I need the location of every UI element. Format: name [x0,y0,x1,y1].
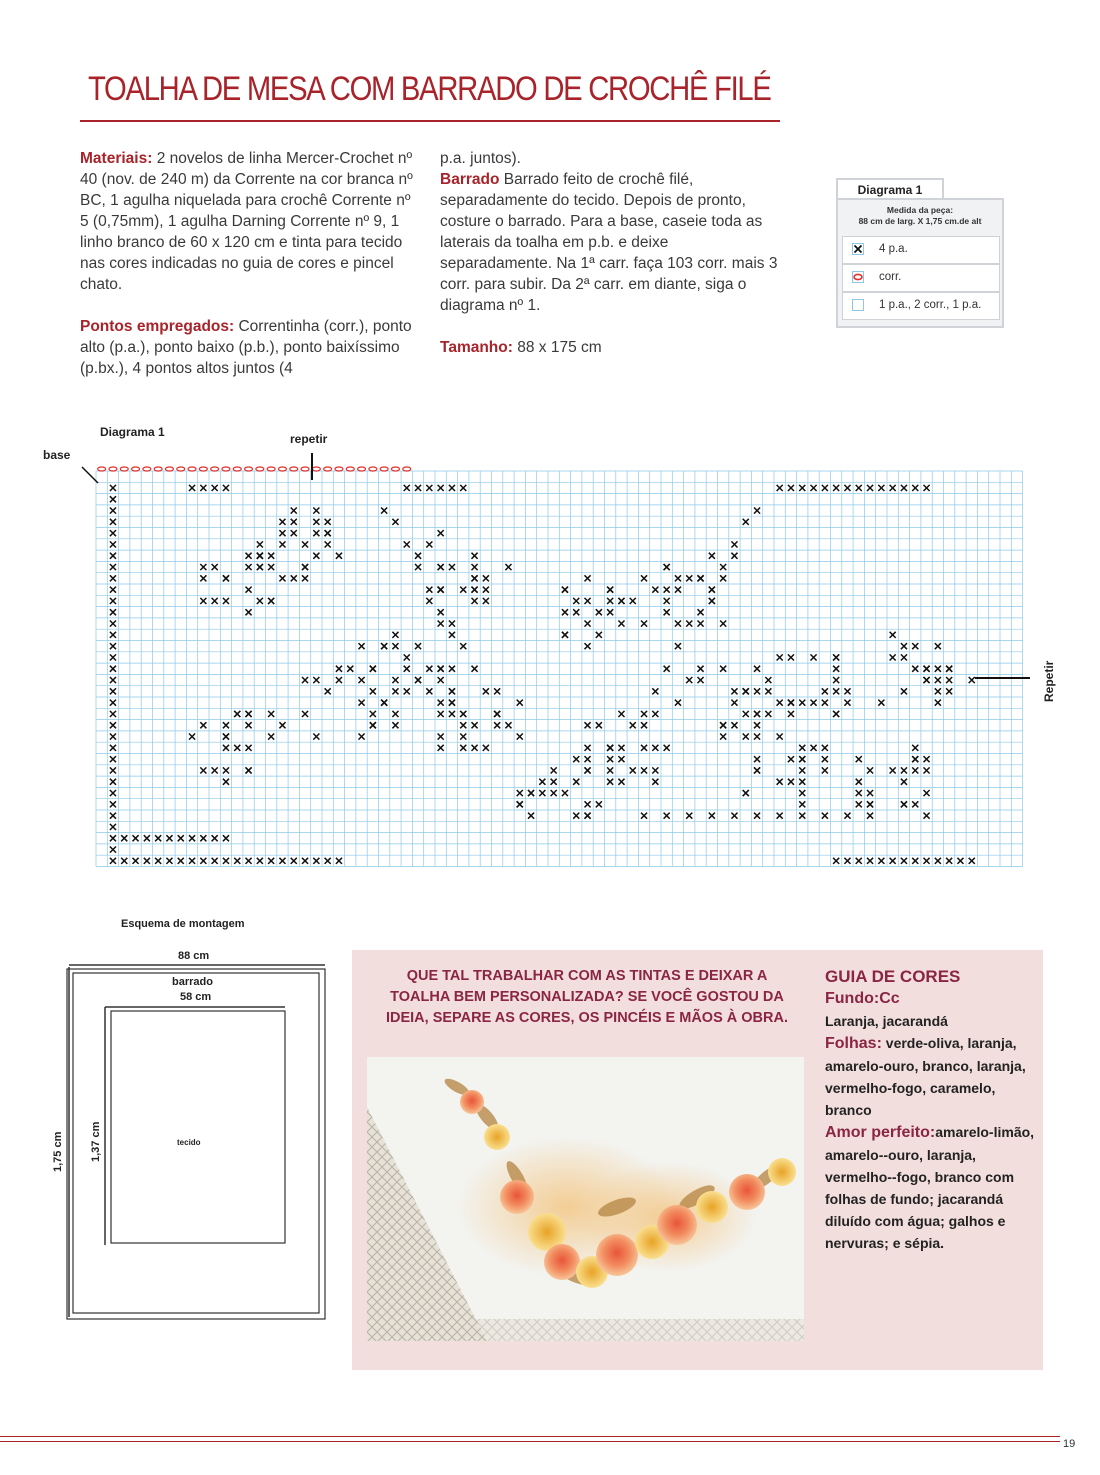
chain-mark [358,467,366,471]
legend-body [836,198,1004,328]
legend-heading-line2: 88 cm de larg. X 1,75 cm.de alt [858,216,982,226]
chain-mark [403,467,411,471]
crochet-diagram [30,440,1040,880]
instructions-column [440,148,780,358]
painted-tablecloth-photo [367,1057,804,1341]
repeat-label: repetir [290,432,328,446]
legend-tab: Diagrama 1 [836,178,944,200]
guide-fundo-label: Fundo:Cc [825,990,900,1007]
repeat-side-label: Repetir [1042,660,1056,702]
chain-mark [154,467,162,471]
legend-heading-line1: Medida da peça: [886,205,954,215]
chain-mark [312,467,320,471]
scheme-width: 88 cm [178,950,210,962]
guide-amor-label: Amor perfeito: [825,1124,936,1141]
border-label: Barrado [440,171,500,188]
chain-mark [109,467,117,471]
empty-square-icon [852,299,864,311]
chain-mark [369,467,377,471]
stitches-text: Correntinha (corr.), ponto alto (p.a.), ponto baixo (p.b.), ponto baixíssimo (p.bx.), 4 pontos altos juntos (4 [80,318,412,377]
footer-rule [0,1441,1060,1442]
page-number: 19 [1063,1438,1076,1450]
chain-mark [346,467,354,471]
scheme-fabric-label: tecido [177,1138,201,1147]
color-guide [825,966,1035,1254]
materials-column [80,148,416,379]
legend-row-cross [842,236,1000,264]
chain-mark [278,467,286,471]
scheme-title: Esquema de montagem [121,918,245,930]
stitches-label: Pontos empregados: [80,318,235,335]
materials-label: Materiais: [80,150,153,167]
legend-row-oval [842,264,1000,292]
diagram-grid [96,471,1023,867]
guide-folhas-label: Folhas: [825,1035,882,1052]
chain-mark [391,467,399,471]
chain-mark [233,467,241,471]
chain-mark [335,467,343,471]
chain-mark [267,467,275,471]
legend-label-oval: corr. [879,271,902,283]
chain-mark [222,467,230,471]
legend-label-empty: 1 p.a., 2 corr., 1 p.a. [879,299,982,311]
scheme-border-size: 58 cm [180,991,212,1003]
chain-mark [301,467,309,471]
chain-mark [165,467,173,471]
scheme-inner-height: 1,37 cm [90,1121,102,1162]
chain-mark [143,467,151,471]
guide-title: GUIA DE CORES [825,967,961,986]
legend-heading [842,205,998,227]
base-label: base [43,448,71,462]
chain-mark [290,467,298,471]
chain-mark [324,467,332,471]
chain-mark [380,467,388,471]
oval-symbol-icon [852,271,864,283]
chain-mark [211,467,219,471]
chain-mark [245,467,253,471]
cross-symbol-icon [852,243,864,255]
size-text: 88 x 175 cm [517,339,602,356]
diagram-title: Diagrama 1 [100,425,165,439]
guide-fundo-text: Laranja, jacarandá [825,1013,948,1029]
page-title: TOALHA DE MESA COM BARRADO DE CROCHÊ FILÉ [88,70,771,108]
size-label: Tamanho: [440,339,513,356]
promo-text: QUE TAL TRABALHAR COM AS TINTAS E DEIXAR A TOALHA BEM PERSONALIZADA? SE VOCÊ GOSTOU DA IDEIA, SEPARE AS CORES, OS PINCÉIS E MÃOS À OBRA. [385,968,789,1026]
chain-mark [188,467,196,471]
scheme-border-label: barrado [172,976,213,988]
guide-folhas-text: verde-oliva, laranja, amarelo-ouro, branco, laranja, vermelho-fogo, caramelo, branco [825,1035,1026,1118]
title-underline [80,120,780,122]
materials-text: 2 novelos de linha Mercer-Crochet nº 40 (nov. de 240 m) da Corrente na cor branca nº BC, 1 agulha niquelada para crochê Corrente nº 5 (0,75mm), 1 agulha Darning Corrente nº 9, 1 linho branco de 60 x 120 cm e tinta para tecido nas cores indicadas no guia de cores e pincel chato. [80,150,413,293]
guide-amor-text: amarelo-limão, amarelo--ouro, laranja, vermelho--fogo, branco com folhas de fundo; jacarandá diluído com água; galhos e nervuras; e sépia. [825,1124,1035,1251]
chain-mark [132,467,140,471]
legend-label-cross: 4 p.a. [879,243,908,255]
border-text: Barrado feito de crochê filé, separadamente do tecido. Depois de pronto, costure o barrado. Para a base, caseie toda as laterais da toalha em p.b. e deixe separadamente. Na 1ª carr. faça 103 corr. mais 3 corr. para subir. Da 2ª carr. em diante, siga o diagrama nº 1. [440,171,778,314]
scheme-height: 1,75 cm [52,1131,64,1172]
diagram-legend [836,178,1004,328]
chain-mark [98,467,106,471]
chain-mark [199,467,207,471]
stitches-continuation: p.a. juntos). [440,150,521,167]
chain-mark [177,467,185,471]
chain-mark [120,467,128,471]
chain-mark [256,467,264,471]
footer-rule [0,1436,1060,1437]
legend-row-empty [842,292,1000,320]
